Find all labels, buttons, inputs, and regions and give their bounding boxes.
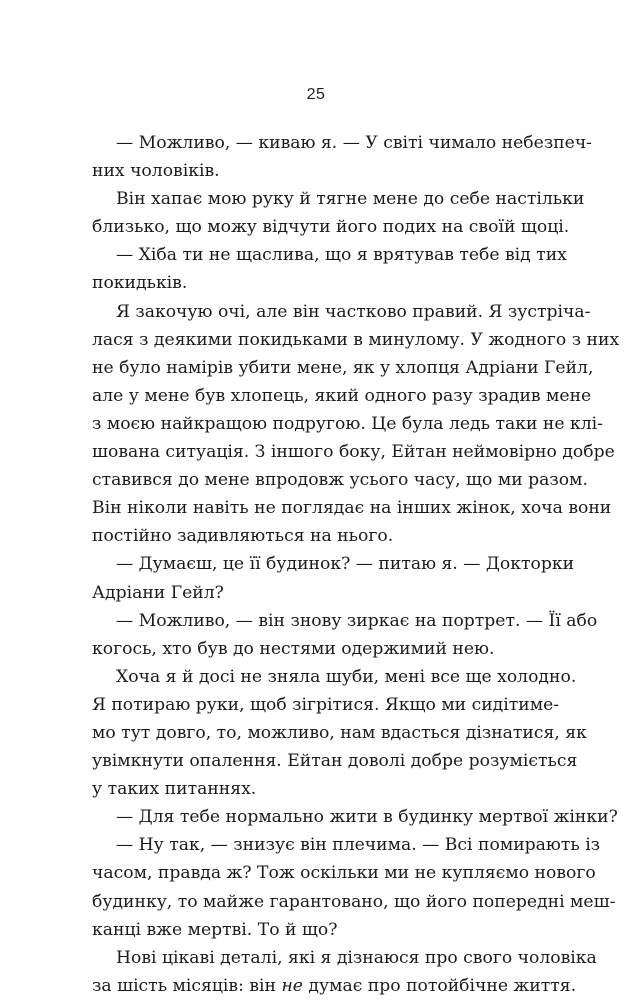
text-line: шована ситуація. З іншого боку, Ейтан неймовірно добре <box>92 442 615 463</box>
text-line: лася з деякими покидьками в минулому. У жодного з них <box>92 329 620 350</box>
text-line: з моєю найкращою подругою. Це була ледь таки не клі- <box>92 413 603 434</box>
emphasized-word: не <box>281 975 303 996</box>
text-line: Я потираю руки, щоб зігрітися. Якщо ми сидітиме- <box>92 694 560 715</box>
text-line: них чоловіків. <box>92 161 220 182</box>
text-line: канці вже мертві. То й що? <box>92 919 338 940</box>
text-line: — Думаєш, це її будинок? — питаю я. — Докторки <box>116 554 575 575</box>
text-fragment: думає про потойбічне життя. <box>302 975 577 996</box>
text-line: Хоча я й досі не зняла шуби, мені все ще холодно. <box>116 666 577 687</box>
text-line: мо тут довго, то, можливо, нам вдасться дізнатися, як <box>92 722 587 743</box>
text-line: когось, хто був до нестями одержимий нею. <box>92 638 495 659</box>
text-line: часом, правда ж? Тож оскільки ми не купляємо нового <box>92 863 596 884</box>
text-line: Нові цікаві деталі, які я дізнаюся про свого чоловіка <box>116 947 597 968</box>
text-line: не було намірів убити мене, як у хлопця Адріани Гейл, <box>92 357 594 378</box>
text-line: Він хапає мою руку й тягне мене до себе настільки <box>116 189 585 210</box>
text-line <box>92 972 577 1000</box>
text-fragment: за шість місяців: він <box>92 975 282 996</box>
text-line: будинку, то майже гарантовано, що його попередні меш- <box>92 891 616 912</box>
text-line: але у мене був хлопець, який одного разу зрадив мене <box>92 385 592 406</box>
text-line: — Хіба ти не щаслива, що я врятував тебе від тих <box>116 245 567 266</box>
text-line: увімкнути опалення. Ейтан доволі добре розуміється <box>92 751 578 772</box>
text-line: — Для тебе нормально жити в будинку мертвої жінки? <box>116 807 618 828</box>
text-line: — Можливо, — він знову зиркає на портрет. — Її або <box>116 610 598 631</box>
text-line: ставився до мене впродовж усього часу, що ми разом. <box>92 470 588 491</box>
text-line: Адріани Гейл? <box>92 582 224 603</box>
text-line: — Ну так, — знизує він плечима. — Всі помирають із <box>116 835 601 856</box>
page-number: 25 <box>306 86 326 103</box>
text-line: у таких питаннях. <box>92 779 257 800</box>
page-body-text <box>92 129 620 1000</box>
text-line: Він ніколи навіть не поглядає на інших жінок, хоча вони <box>92 498 612 519</box>
text-line: покидьків. <box>92 273 188 294</box>
text-line: Я закочую очі, але він частково правий. Я зустріча- <box>116 301 591 322</box>
text-line: постійно задивляються на нього. <box>92 526 394 547</box>
text-line: близько, що можу відчути його подих на своїй щоці. <box>92 217 570 238</box>
text-line: — Можливо, — киваю я. — У світі чимало небезпеч- <box>116 133 592 153</box>
